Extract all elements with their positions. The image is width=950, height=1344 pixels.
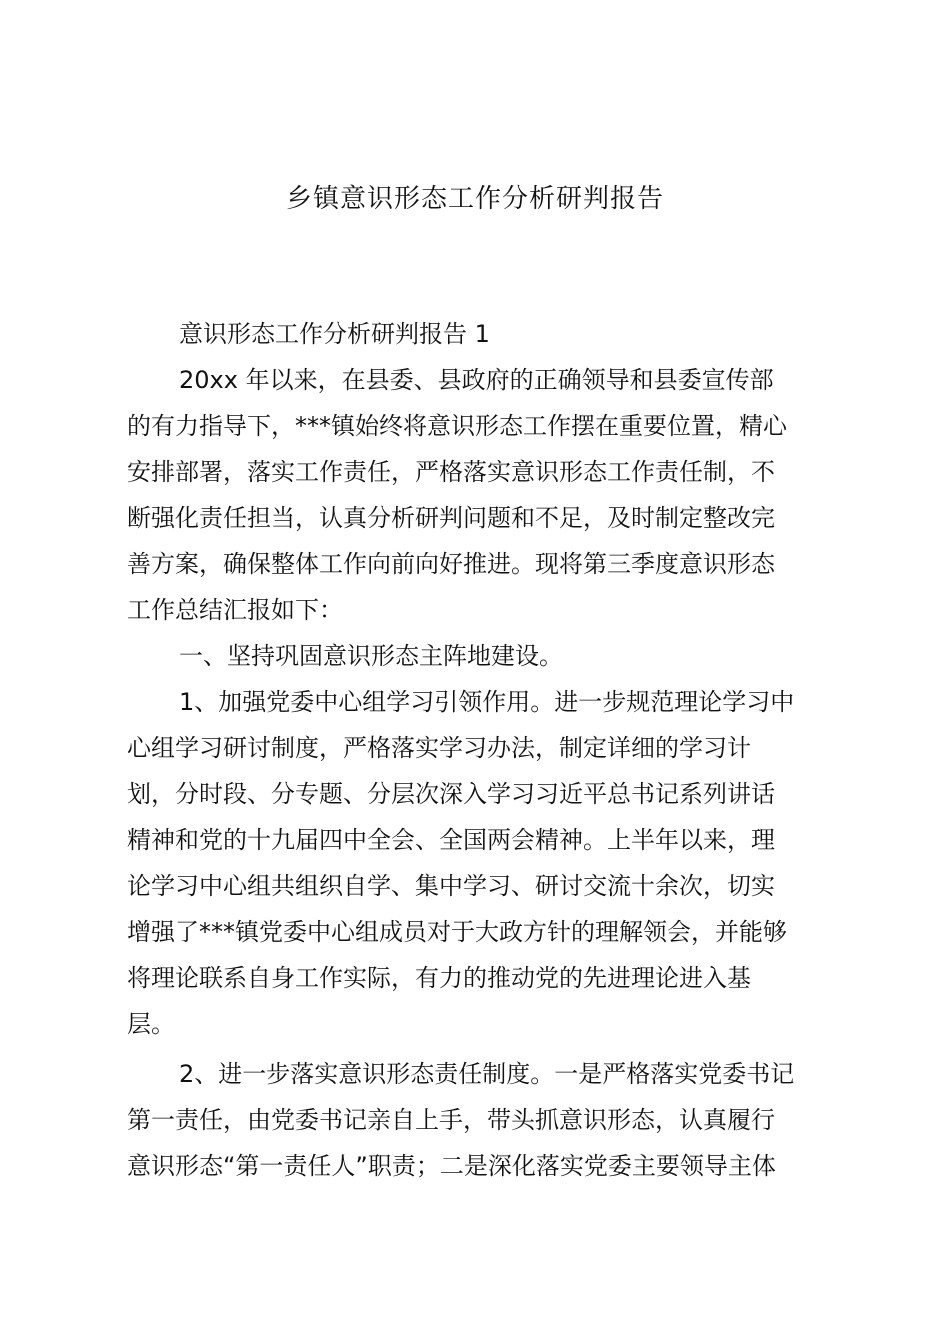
paragraph-line: 断强化责任担当，认真分析研判问题和不足，及时制定整改完 — [127, 504, 775, 532]
paragraph-line: 精神和党的十九届四中全会、全国两会精神。上半年以来，理 — [127, 826, 775, 854]
paragraph-line: 论学习中心组共组织自学、集中学习、研讨交流十余次，切实 — [127, 872, 775, 900]
paragraph-line: 安排部署，落实工作责任，严格落实意识形态工作责任制，不 — [127, 458, 775, 486]
paragraph-line: 2、进一步落实意识形态责任制度。一是严格落实党委书记 — [179, 1060, 795, 1088]
paragraph-line: 的有力指导下，***镇始终将意识形态工作摆在重要位置，精心 — [127, 412, 787, 440]
paragraph-line: 层。 — [127, 1010, 175, 1038]
paragraph-line: 划，分时段、分专题、分层次深入学习习近平总书记系列讲话 — [127, 780, 775, 808]
paragraph-line: 增强了***镇党委中心组成员对于大政方针的理解领会，并能够 — [127, 918, 787, 946]
paragraph-line: 将理论联系自身工作实际，有力的推动党的先进理论进入基 — [127, 964, 751, 992]
paragraph-line: 工作总结汇报如下： — [127, 596, 343, 624]
paragraph-line: 意识形态“第一责任人”职责；二是深化落实党委主要领导主体 — [127, 1152, 776, 1180]
paragraph-line: 20xx 年以来，在县委、县政府的正确领导和县委宣传部 — [179, 366, 774, 394]
paragraph-line: 善方案，确保整体工作向前向好推进。现将第三季度意识形态 — [127, 550, 775, 578]
document-title: 乡镇意识形态工作分析研判报告 — [285, 184, 664, 214]
paragraph-line: 第一责任，由党委书记亲自上手，带头抓意识形态，认真履行 — [127, 1106, 775, 1134]
report-subtitle: 意识形态工作分析研判报告 1 — [179, 320, 490, 348]
document-body — [127, 311, 839, 1189]
section-heading: 一、坚持巩固意识形态主阵地建设。 — [179, 642, 563, 670]
paragraph-line: 心组学习研讨制度，严格落实学习办法，制定详细的学习计 — [127, 734, 751, 762]
paragraph-line: 1、加强党委中心组学习引领作用。进一步规范理论学习中 — [179, 688, 795, 716]
